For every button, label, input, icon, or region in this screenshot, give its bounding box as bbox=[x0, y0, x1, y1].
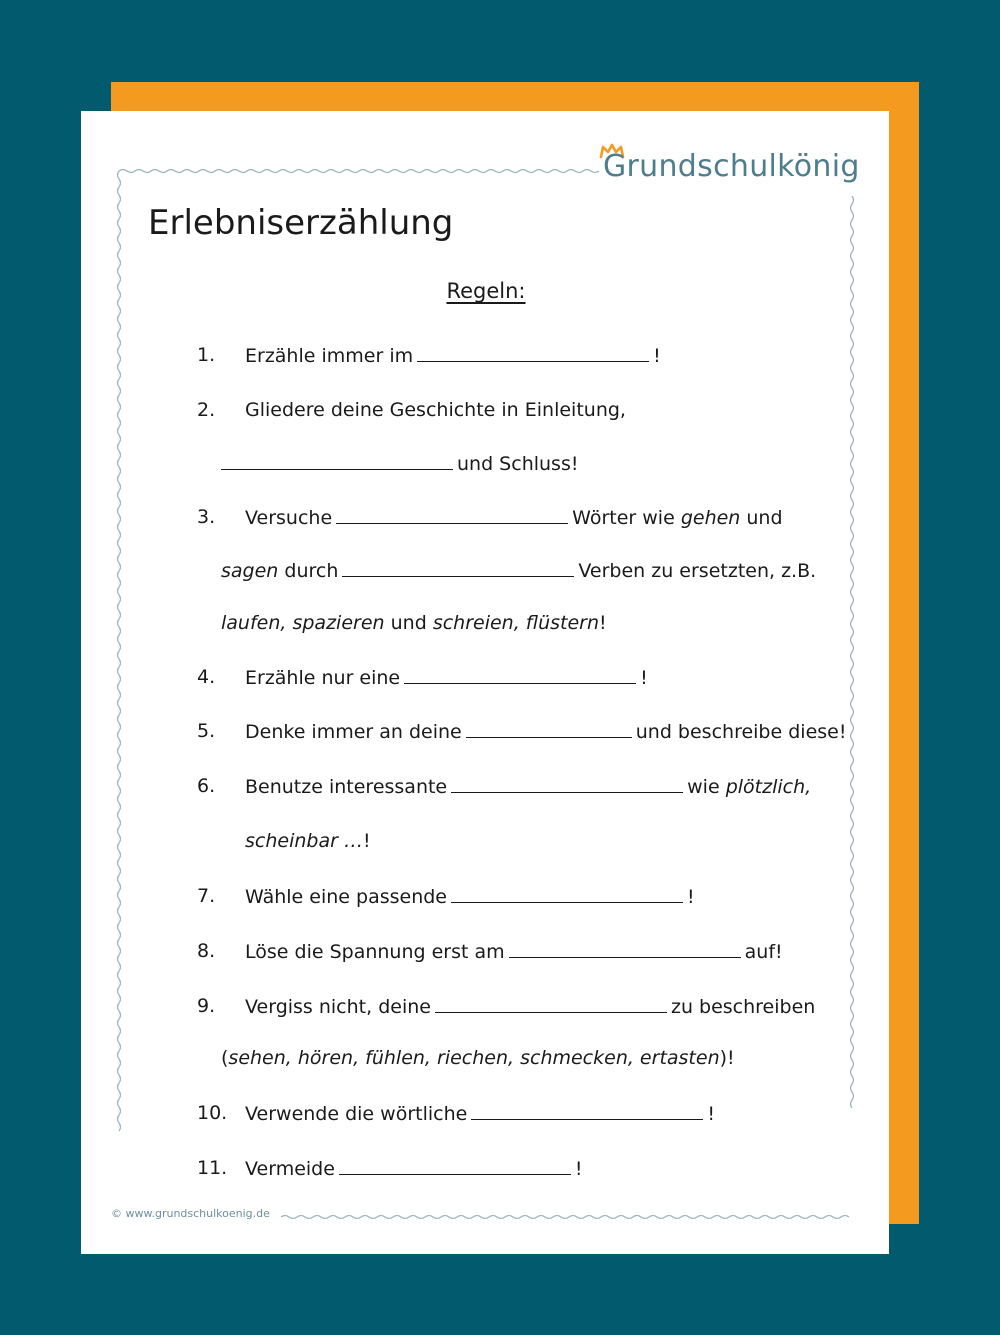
fill-in-blank[interactable] bbox=[451, 884, 683, 903]
rule-6-continued: scheinbar …! bbox=[245, 830, 371, 852]
rule-2-continued: und Schluss! bbox=[221, 451, 578, 476]
rule-number: 10. bbox=[197, 1102, 228, 1124]
rule-9-senses: (sehen, hören, fühlen, riechen, schmecken, ertasten)! bbox=[221, 1047, 735, 1069]
fill-in-blank[interactable] bbox=[342, 558, 574, 577]
worksheet-page: Grundschulkönig Erlebniserzählung Regeln: 1. Erzähle immer im ! 2. Gliedere deine Geschichte in Einleitung, und Schluss! 3. Versuche Wörter wie gehen und sagen durch Verben zu ersetzten, z.B. laufen, spazieren und schreien, flüstern! 4. Erzähle nur eine ! 5. Denke immer an deine und beschreibe diese! 6. Benutze interessante wie plötzlich, scheinbar …! 7. Wähle eine passende ! 8. Löse die Spannung erst am auf! 9. Vergiss nicht, deine zu beschreiben (sehen, hören, fühlen, riechen, schmecken, ertasten)! 10. Verwende die wörtliche ! 11. Vermeide ! © www.grundschulkoenig.de bbox=[81, 111, 889, 1254]
rules-heading: Regeln: bbox=[446, 279, 526, 303]
rule-number: 9. bbox=[197, 995, 216, 1017]
fill-in-blank[interactable] bbox=[466, 719, 632, 738]
page-title: Erlebniserzählung bbox=[148, 203, 454, 243]
rule-3-examples: laufen, spazieren und schreien, flüstern! bbox=[221, 612, 607, 634]
rule-number: 1. bbox=[197, 344, 216, 366]
copyright-footer: © www.grundschulkoenig.de bbox=[111, 1207, 270, 1220]
rule-number: 3. bbox=[197, 506, 216, 528]
rule-number: 5. bbox=[197, 720, 216, 742]
rule-number: 7. bbox=[197, 885, 216, 907]
fill-in-blank[interactable] bbox=[339, 1156, 571, 1175]
rule-number: 11. bbox=[197, 1157, 228, 1179]
fill-in-blank[interactable] bbox=[471, 1101, 703, 1120]
rule-number: 2. bbox=[197, 399, 216, 421]
brand-logo-text: Grundschulkönig bbox=[603, 149, 860, 184]
fill-in-blank[interactable] bbox=[221, 451, 453, 470]
rule-number: 4. bbox=[197, 666, 216, 688]
rule-number: 6. bbox=[197, 775, 216, 797]
fill-in-blank[interactable] bbox=[336, 505, 568, 524]
fill-in-blank[interactable] bbox=[451, 774, 683, 793]
rule-3-continued: sagen durch Verben zu ersetzten, z.B. bbox=[221, 560, 817, 582]
fill-in-blank[interactable] bbox=[404, 665, 636, 684]
fill-in-blank[interactable] bbox=[509, 939, 741, 958]
fill-in-blank[interactable] bbox=[417, 343, 649, 362]
rule-number: 8. bbox=[197, 940, 216, 962]
fill-in-blank[interactable] bbox=[435, 994, 667, 1013]
